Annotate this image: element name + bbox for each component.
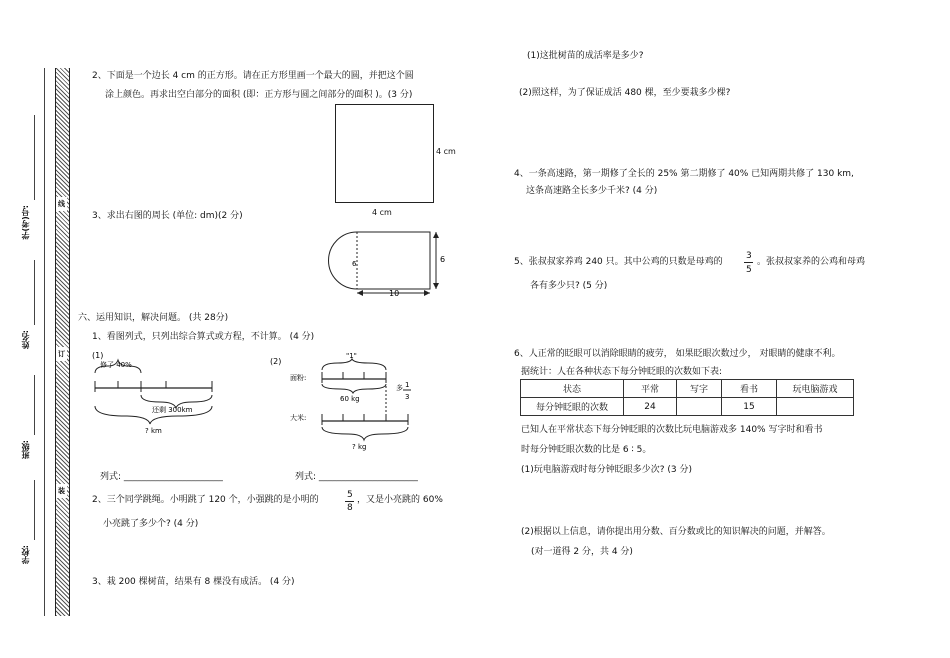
margin-line-1	[44, 68, 45, 616]
problem5-fraction-bar	[744, 262, 753, 263]
diameter-label: 6	[352, 260, 357, 268]
blink-table	[520, 379, 854, 416]
seal-label-top: 线	[56, 197, 67, 211]
square-figure	[335, 104, 434, 203]
problem1-text: 1、看图列式，只列出综合算式或方程，不计算。 (4 分)	[92, 332, 315, 342]
right-q2-text: (2)照这样，为了保证成活 480 棵，至少要栽多少棵?	[519, 88, 731, 98]
table-cell: 24	[624, 398, 677, 416]
problem2-text-line2: 小亮跳了多少个? (4 分)	[103, 519, 199, 529]
problem6-text-c: 已知人在平常状态下每分钟眨眼的次数比玩电脑游戏多 140% 写字时和看书	[521, 425, 823, 435]
problem5-text-b: 。张叔叔家养的公鸡和母鸡	[757, 257, 866, 267]
school-label: 学校:	[21, 545, 30, 565]
problem5-text-c: 各有多少只? (5 分)	[530, 281, 608, 291]
fig2-flour-label: 面粉:	[290, 374, 307, 382]
length-label: 10	[389, 289, 400, 298]
binding-strip	[55, 68, 70, 616]
name-label: 姓名:	[21, 330, 30, 350]
seal-label-mid: 订	[56, 347, 67, 361]
class-blank-line	[34, 375, 35, 435]
fig2-fraction-numerator: 1	[405, 381, 410, 389]
right-q1-text: (1)这批树苗的成活率是多少?	[527, 51, 644, 61]
section-six-title: 六、运用知识，解决问题。 (共 28分)	[78, 313, 229, 323]
student-id-label: 学(考)号:	[21, 205, 30, 240]
table-cell[interactable]	[677, 398, 722, 416]
table-header-cell: 平常	[624, 380, 677, 398]
table-cell: 15	[722, 398, 777, 416]
square-bottom-label: 4 cm	[372, 208, 392, 217]
problem6-text-d: 时每分钟眨眼次数的比是 6 ∶ 5。	[521, 445, 652, 455]
problem5-text-a: 5、张叔叔家养鸡 240 只。其中公鸡的只数是母鸡的	[514, 257, 723, 267]
problem2-fraction-numerator: 5	[347, 490, 353, 500]
fig1-number: (1)	[92, 351, 104, 360]
fig1-remain-label: 还剩 300km	[152, 406, 193, 414]
square-side-label: 4 cm	[436, 147, 456, 156]
problem3-text: 3、栽 200 棵树苗，结果有 8 棵没有成活。 (4 分)	[92, 577, 295, 587]
height-label: 6	[440, 255, 446, 264]
table-cell: 每分钟眨眼的次数	[521, 398, 624, 416]
diagram-1	[90, 348, 220, 438]
problem5-fraction-numerator: 3	[746, 251, 752, 261]
problem2-fraction-denominator: 8	[347, 503, 353, 513]
q2-text-line2: 涂上颜色。再求出空白部分的面积 (即：正方形与圆之间部分的面积 )。(3 分)	[105, 90, 413, 100]
fig2-fraction-denominator: 3	[405, 393, 410, 401]
table-header-row	[521, 380, 854, 398]
problem4-text-line2: 这条高速路全长多少千米? (4 分)	[526, 186, 658, 196]
class-label: 班级:	[21, 440, 30, 460]
problem5-fraction-denominator: 5	[746, 265, 752, 275]
semicircle-rect-figure	[325, 228, 455, 300]
fig2-more-label: 多	[396, 384, 403, 392]
seal-label-bottom: 装	[56, 484, 67, 498]
school-blank-line	[34, 480, 35, 540]
table-cell[interactable]	[777, 398, 854, 416]
table-header-cell: 玩电脑游戏	[777, 380, 854, 398]
fig2-unit-label: "1"	[346, 352, 357, 360]
table-header-cell: 写字	[677, 380, 722, 398]
formula-1-line[interactable]: 列式: ______________________	[100, 472, 223, 482]
problem6-subq3: (对一道得 2 分，共 4 分)	[531, 547, 633, 557]
name-blank-line	[34, 260, 35, 325]
diagram-2	[268, 348, 428, 456]
problem6-subq1: (1)玩电脑游戏时每分钟眨眼多少次? (3 分)	[521, 465, 692, 475]
q2-text-line1: 2、下面是一个边长 4 cm 的正方形。请在正方形里画一个最大的圆，并把这个圆	[92, 71, 414, 81]
id-blank-line	[34, 115, 35, 200]
problem2-text-a: 2、三个同学跳绳。小明跳了 120 个，小强跳的是小明的	[92, 495, 319, 505]
problem6-text-a: 6、人正常的眨眼可以消除眼睛的疲劳， 如果眨眼次数过少， 对眼睛的健康不利。	[514, 349, 841, 359]
q3-text: 3、求出右图的周长 (单位: dm)(2 分)	[92, 211, 243, 221]
problem6-text-b: 据统计：人在各种状态下每分钟眨眼的次数如下表:	[521, 367, 723, 377]
problem4-text-line1: 4、一条高速路，第一期修了全长的 25% 第二期修了 40% 已知两期共修了 130 km,	[514, 169, 854, 179]
table-header-cell: 状态	[521, 380, 624, 398]
fig2-rice-label: 大米:	[290, 414, 307, 422]
fig1-done-label: 修了 40%	[100, 361, 132, 369]
problem6-subq2: (2)根据以上信息，请你提出用分数、百分数或比的知识解决的问题，并解答。	[521, 527, 831, 537]
problem2-text-b: ，又是小亮跳的 60%	[357, 495, 443, 505]
formula-2-line[interactable]: 列式: ______________________	[295, 472, 418, 482]
fig2-number: (2)	[270, 357, 282, 366]
fig2-flour-value: 60 kg	[340, 395, 360, 403]
fig1-question-label: ? km	[145, 427, 162, 435]
table-row	[521, 398, 854, 416]
fig2-question-label: ? kg	[352, 443, 367, 451]
table-header-cell: 看书	[722, 380, 777, 398]
